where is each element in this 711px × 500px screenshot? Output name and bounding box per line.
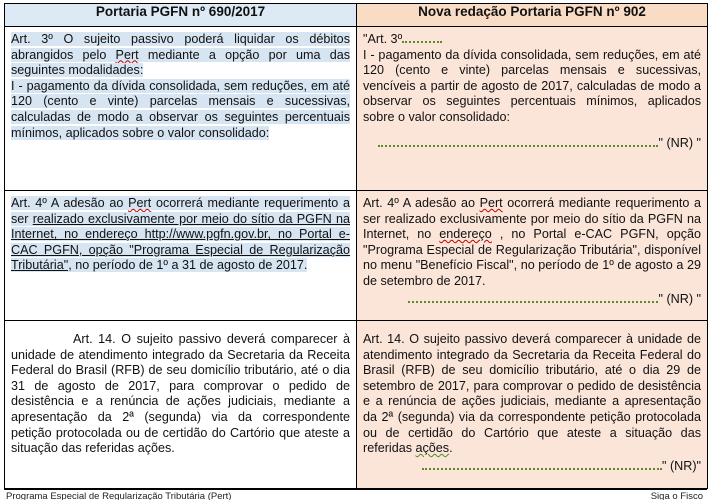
- row1-right-cell: [357, 27, 708, 191]
- header-right: Nova redação Portaria PGFN nº 902: [357, 4, 708, 27]
- art14-left-para: Art. 14. O sujeito passivo deverá comparecer à unidade de atendimento integrado da Secretaria da Receita Federal do Brasil (RFB) de seu domicílio tributário, até o dia 31 de agosto de 2017, para comprovar o pedido de desistência e a renúncia de ações judiciais, mediante a apresentação da 2ª (segunda) via da correspondente petição protocolada ou de certidão do Cartório que ateste a situação das referidas ações.: [11, 332, 350, 456]
- nr-tail: " (NR) ": [363, 136, 701, 152]
- elision-dots: [422, 466, 662, 470]
- elision-dots: [408, 299, 658, 303]
- art4-right-para: Art. 4º A adesão ao Pert ocorrerá mediante requerimento a ser realizado exclusivamente por meio do sítio da PGFN na Internet, no endereço , no Portal e-CAC PGFN, opção "Programa Especial de Regularização Tributária", disponível no menu "Benefício Fiscal", no período de 1º de agosto a 29 de setembro de 2017.: [363, 196, 702, 288]
- art4-left-para: Art. 4º A adesão ao Pert ocorrerá mediante requerimento a ser realizado exclusivamente por meio do sítio da PGFN na Internet, no endereço http://www.pgfn.gov.br, no Portal e-CAC PGFN, opção "Programa Especial de Regularização Tributária", no período de 1º a 31 de agosto de 2017.: [11, 196, 351, 273]
- art3-right-para: I - pagamento da dívida consolidada, sem reduções, em até 120 (cento e vinte) parcelas mensais e sucessivas, vencíveis a partir de agosto de 2017, calculadas de modo a observar os seguintes percentuais mínimos, aplicados sobre o valor consolidado:: [363, 47, 701, 124]
- pert-word: Pert: [128, 196, 152, 210]
- elision-dots: [378, 143, 658, 147]
- table-row: [5, 191, 708, 321]
- art14-right-para: Art. 14. O sujeito passivo deverá comparecer à unidade de atendimento integrado da Secretaria da Receita Federal do Brasil (RFB) de seu domicílio tributário, até o dia 29 de setembro de 2017, para comprovar o pedido de desistência e a renúncia de ações judiciais, mediante a apresentação da 2ª (segunda) via da correspondente petição protocolada ou de certidão do Cartório que ateste a situação das referidas ações.: [363, 332, 701, 456]
- acoes-word: ações: [415, 441, 450, 456]
- nr-tail: " (NR) ": [363, 292, 701, 308]
- footer-right-text: Siga o Fisco: [650, 491, 703, 500]
- nr-tail: " (NR)": [363, 459, 701, 475]
- endereco-word: endereço: [439, 227, 492, 242]
- table-row: [5, 321, 708, 489]
- row3-left-cell: [5, 321, 357, 489]
- pert-word: Pert: [115, 47, 139, 62]
- header-row: [5, 4, 708, 27]
- header-left: Portaria PGFN nº 690/2017: [5, 4, 357, 27]
- comparison-table: [4, 3, 708, 489]
- footer-left-text: Programa Especial de Regularização Tributária (Pert): [6, 491, 232, 500]
- pert-word: Pert: [479, 196, 503, 210]
- art3-left-para1: Art. 3º O sujeito passivo poderá liquidar os débitos abrangidos pelo Pert mediante a opção por uma das seguintes modalidades:: [11, 32, 351, 78]
- row2-right-cell: [357, 191, 708, 321]
- row3-right-cell: [357, 321, 708, 489]
- elision-dots: [402, 39, 442, 43]
- page-footer: [4, 490, 707, 500]
- art3-left-para2: I - pagamento da dívida consolidada, sem reduções, em até 120 (cento e vinte) parcelas mensais e sucessivas, calculadas de modo a observar os seguintes percentuais mínimos, aplicados sobre o valor consolidado:: [11, 78, 350, 140]
- table-row: [5, 27, 708, 191]
- row1-left-cell: [5, 27, 357, 191]
- row2-left-cell: [5, 191, 357, 321]
- art3-right-title: "Art. 3º: [363, 32, 701, 48]
